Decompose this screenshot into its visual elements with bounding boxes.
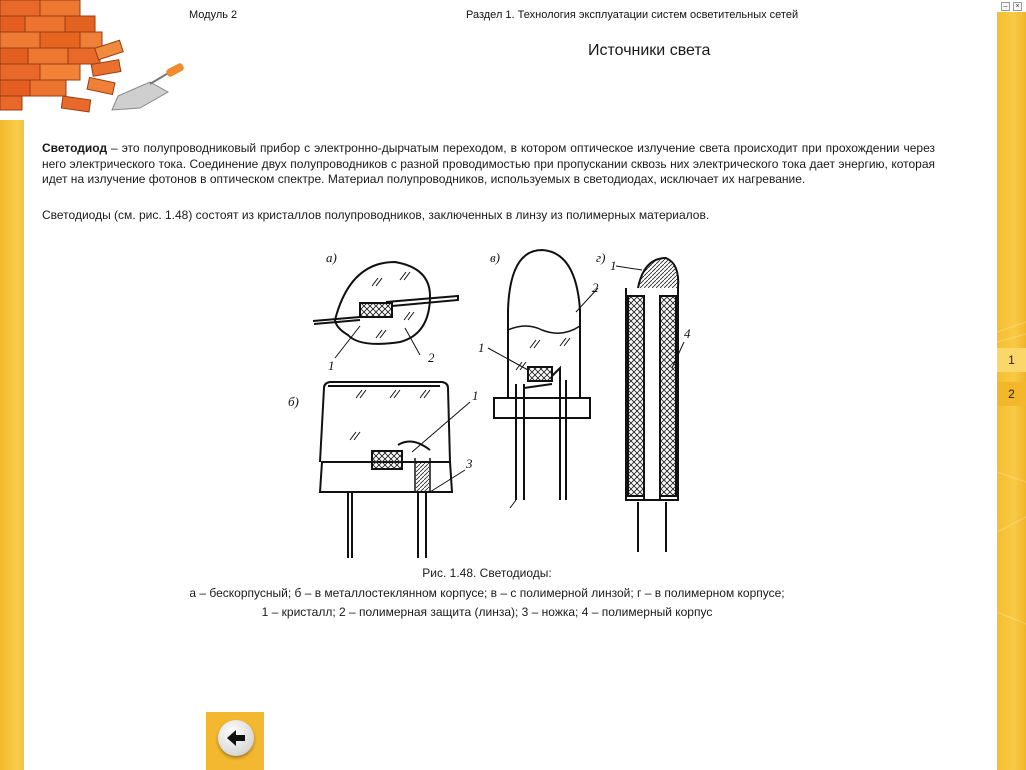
fig-num-1b: 1 [472, 388, 479, 403]
close-icon[interactable]: × [1013, 2, 1022, 11]
term-bold: Светодиод [42, 141, 108, 155]
fig-num-3: 3 [466, 456, 473, 471]
figure-caption-line1: а – бескорпусный; б – в металлостеклянном корпусе; в – с полимерной линзой; г – в полимерном корпусе; [189, 586, 785, 600]
back-button-panel [206, 712, 264, 770]
fig-label-a: а) [326, 250, 337, 265]
fig-label-b: б) [288, 394, 299, 409]
led-b-crystal [372, 451, 402, 469]
minimize-icon[interactable]: – [1001, 2, 1010, 11]
fig-num-4: 4 [684, 326, 691, 341]
definition-text: – это полупроводниковый прибор с электронно-дырчатым переходом, в котором оптическое излучение света происходит при прохождении через него электрического тока. Соединение двух полупроводников с разной проводимостью при пропускании сквозь них электрического тока дает энергию, которая идет на излучение фотонов в оптическом спектре. Материал полупроводников, используемых в светодиодах, исключает их нагревание. [42, 141, 935, 186]
figure-caption-line2: 1 – кристалл; 2 – полимерная защита (линза); 3 – ножка; 4 – полимерный корпус [261, 605, 713, 619]
figure-caption-title: Рис. 1.48. Светодиоды: [422, 566, 552, 580]
composition-paragraph: Светодиоды (см. рис. 1.48) состоят из кристаллов полупроводников, заключенных в линзу из полимерных материалов. [42, 208, 710, 222]
back-arrow-icon [218, 720, 254, 756]
led-a-crystal [360, 303, 392, 317]
fig-num-1a: 1 [328, 358, 335, 373]
page-button-2[interactable]: 2 [997, 382, 1026, 406]
left-decor-band [0, 120, 24, 770]
fig-num-2a: 2 [428, 350, 435, 365]
back-button[interactable] [218, 720, 254, 756]
module-label: Модуль 2 [189, 9, 238, 21]
definition-paragraph [42, 141, 935, 188]
page-button-1[interactable]: 1 [997, 348, 1026, 372]
fig-num-1g: 1 [610, 258, 617, 273]
bricks-logo [0, 0, 190, 120]
led-figure [280, 240, 710, 565]
fig-label-g: г) [596, 250, 606, 265]
led-v-crystal [528, 367, 552, 381]
fig-num-2v: 2 [592, 280, 599, 295]
fig-label-v: в) [490, 250, 500, 265]
page-title: Источники света [588, 42, 711, 59]
window-controls [997, 0, 1026, 12]
fig-num-1v: 1 [478, 340, 485, 355]
section-label: Раздел 1. Технология эксплуатации систем осветительных сетей [466, 9, 799, 21]
